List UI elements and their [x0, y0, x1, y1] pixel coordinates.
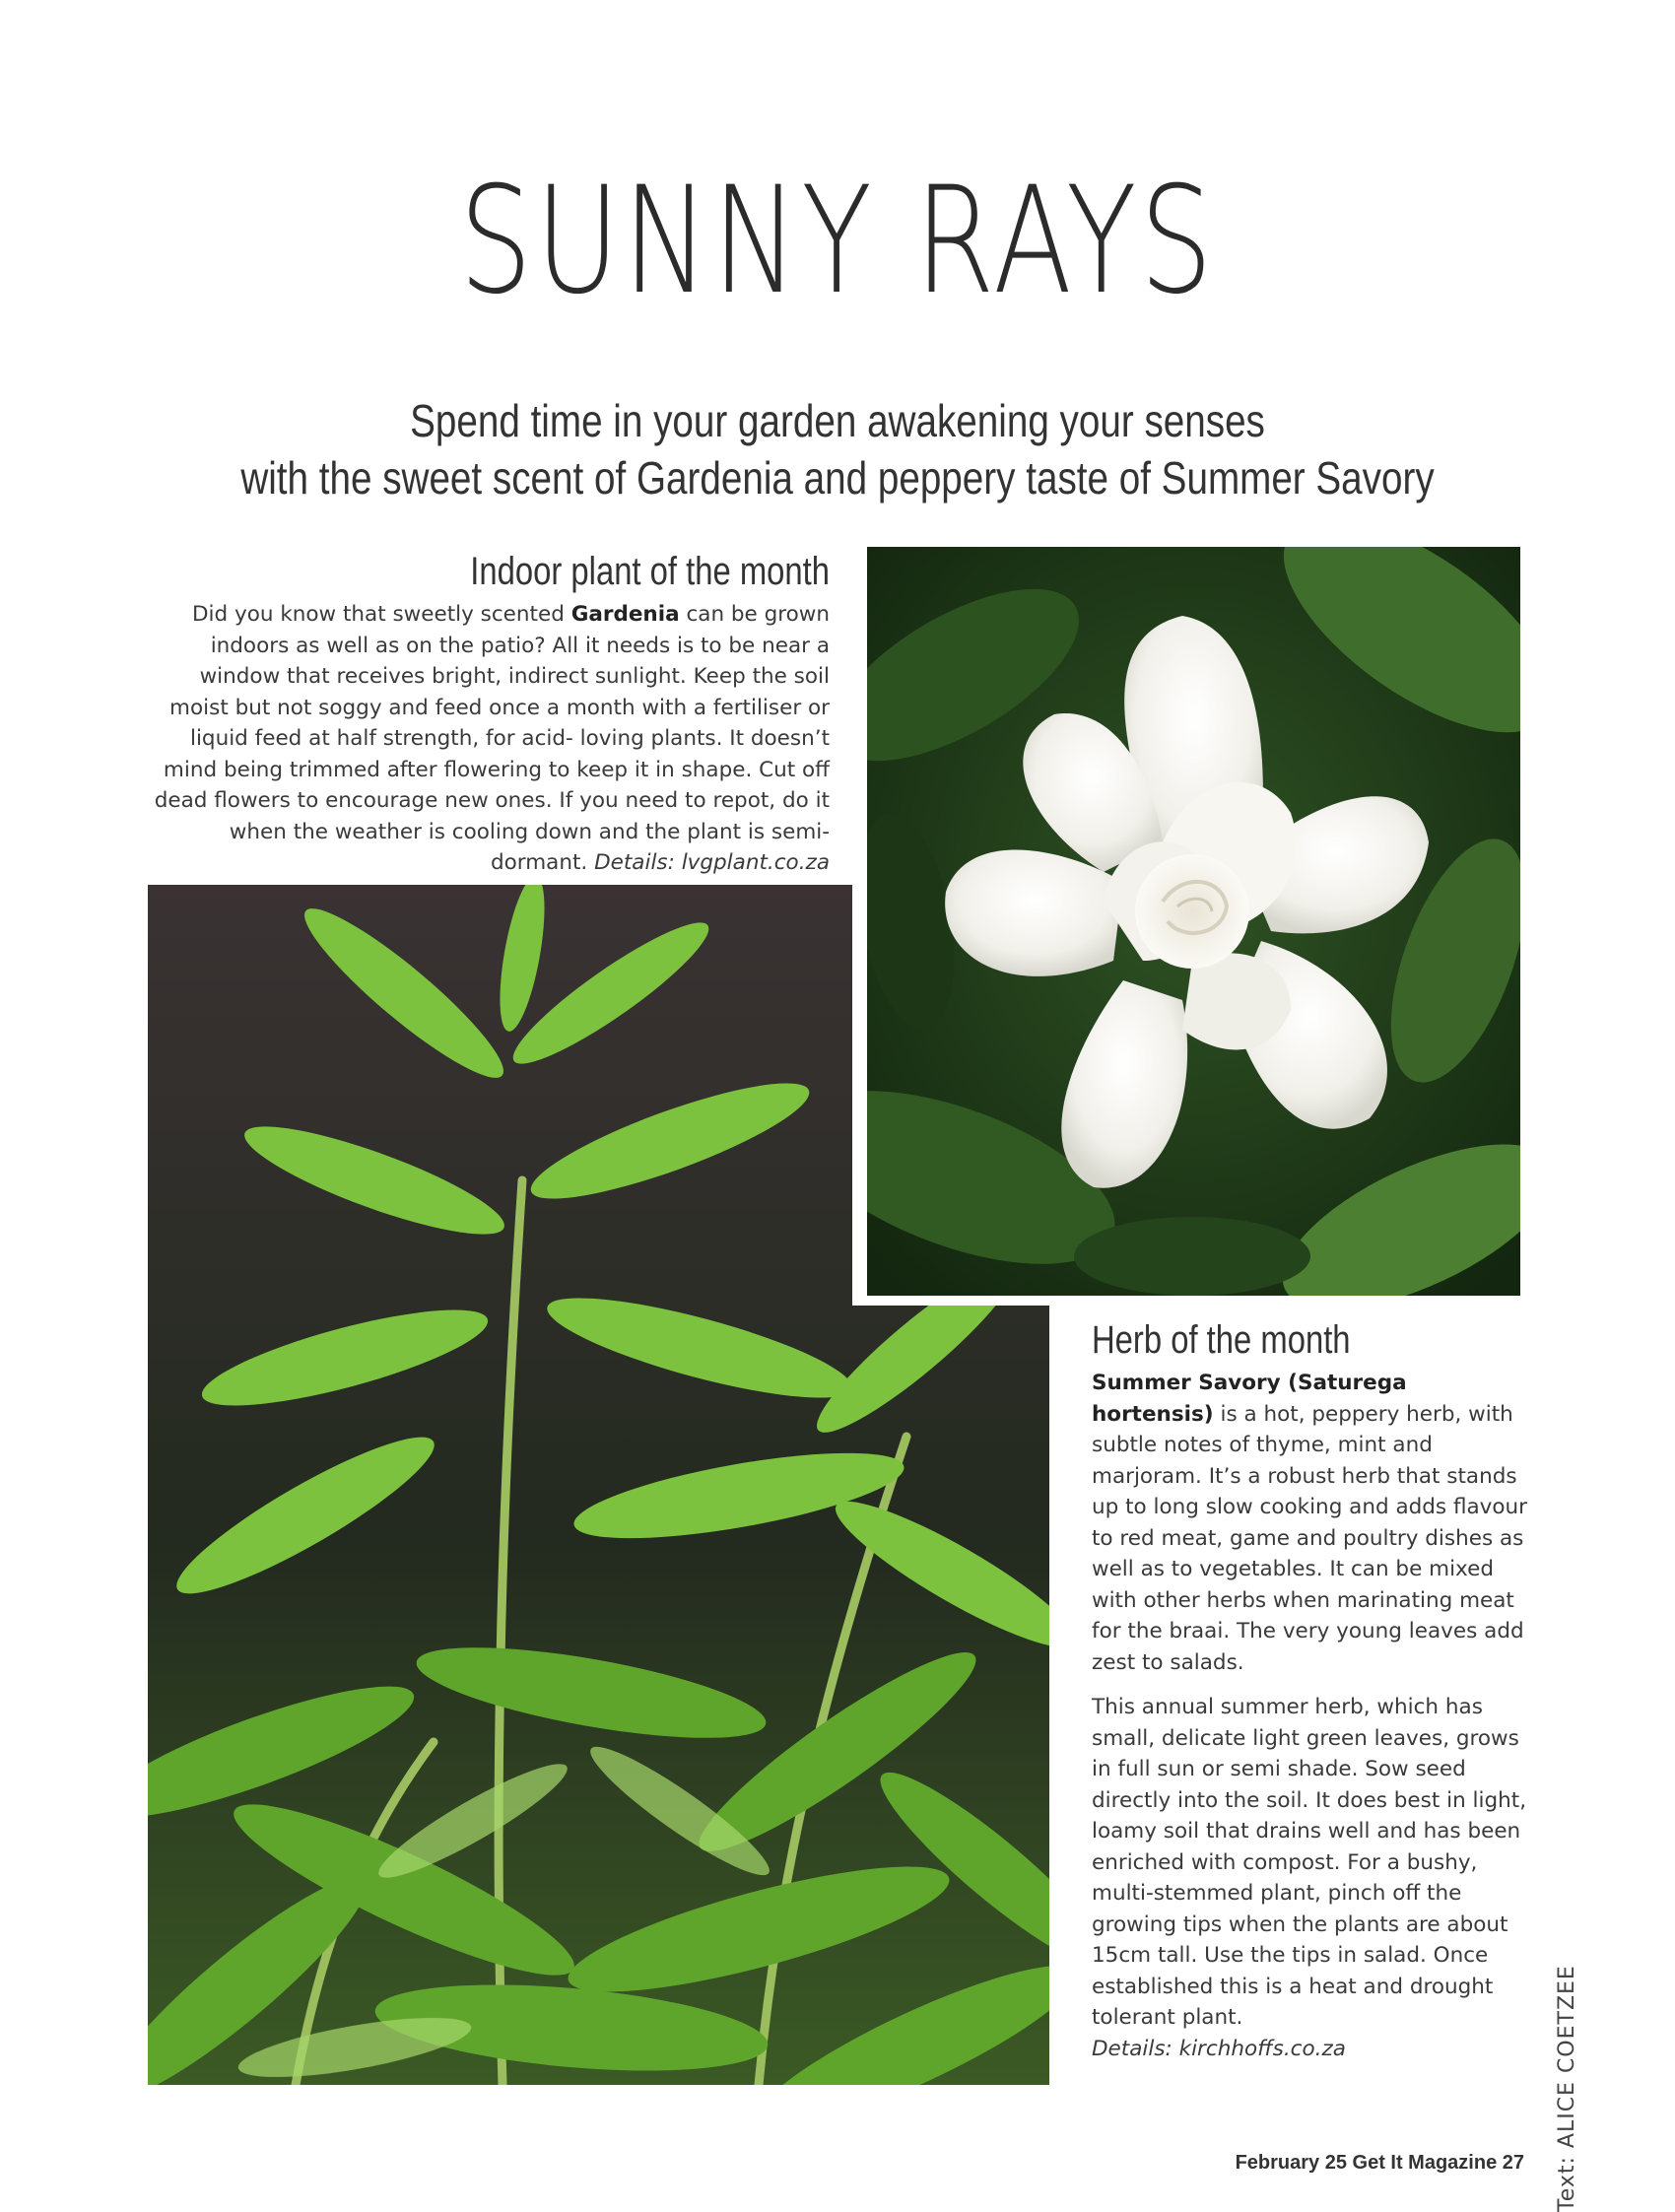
indoor-plant-heading: Indoor plant of the month: [470, 550, 830, 593]
summer-savory-name: Summer Savory (Saturega hortensis): [1092, 1371, 1407, 1427]
indoor-intro-before: Did you know that sweetly scented: [191, 602, 571, 627]
herb-heading: Herb of the month: [1092, 1318, 1351, 1362]
subtitle-line-1: Spend time in your garden awakening your senses: [410, 395, 1265, 446]
indoor-plant-text: [148, 599, 830, 879]
herb-paragraph-1-text: is a hot, peppery herb, with subtle notes of thyme, mint and marjoram. It’s a robust herb that stands up to long slow cooking and adds flavour to red meat, game and poultry dishes as well as to vegetables. It can be mixed with other herbs when marinating meat for the braai. The very young leaves add zest to salads.: [1092, 1401, 1528, 1675]
subtitle: [134, 392, 1541, 506]
herb-section: [1092, 1318, 1535, 2078]
herb-paragraph-2-text: This annual summer herb, which has small, delicate light green leaves, grows in full sun or semi shade. Sow seed directly into the soil. It does best in light, loamy soil that drains well and has been enriched with compost. For a bushy, multi-stemmed plant, pinch off the growing tips when the plants are about 15cm tall. Use the tips in salad. Once established this is a heat and drought tolerant plant.: [1092, 1695, 1527, 2030]
indoor-plant-section: [148, 550, 830, 879]
indoor-intro-after: can be grown indoors as well as on the patio? All it needs is to be near a window that receives bright, indirect sunlight. Keep the soil moist but not soggy and feed once a month with a fertiliser or liquid feed at half strength, for acid- loving plants. It doesn’t mind being trimmed after flowering to keep it in shape. Cut off dead flowers to encourage new ones. If you need to repot, do it when the weather is cooling down and the plant is semi-dormant.: [154, 602, 830, 875]
herb-paragraph-1: [1092, 1368, 1535, 1678]
herb-text: [1092, 1368, 1535, 2064]
page-footer: February 25 Get It Magazine 27: [1235, 2152, 1524, 2174]
herb-paragraph-2: [1092, 1692, 1535, 2064]
gardenia-photo: [867, 547, 1520, 1296]
gardenia-illustration: [867, 547, 1520, 1296]
indoor-details: Details: lvgplant.co.za: [594, 850, 830, 875]
page-title: SUNNY RAYS: [458, 156, 1217, 327]
gardenia-name: Gardenia: [570, 602, 680, 627]
herb-details: Details: kirchhoffs.co.za: [1092, 2036, 1346, 2061]
author-credit: Text: ALICE COETZEE: [1555, 1965, 1579, 2212]
subtitle-line-2: with the sweet scent of Gardenia and peppery taste of Summer Savory: [240, 452, 1435, 503]
